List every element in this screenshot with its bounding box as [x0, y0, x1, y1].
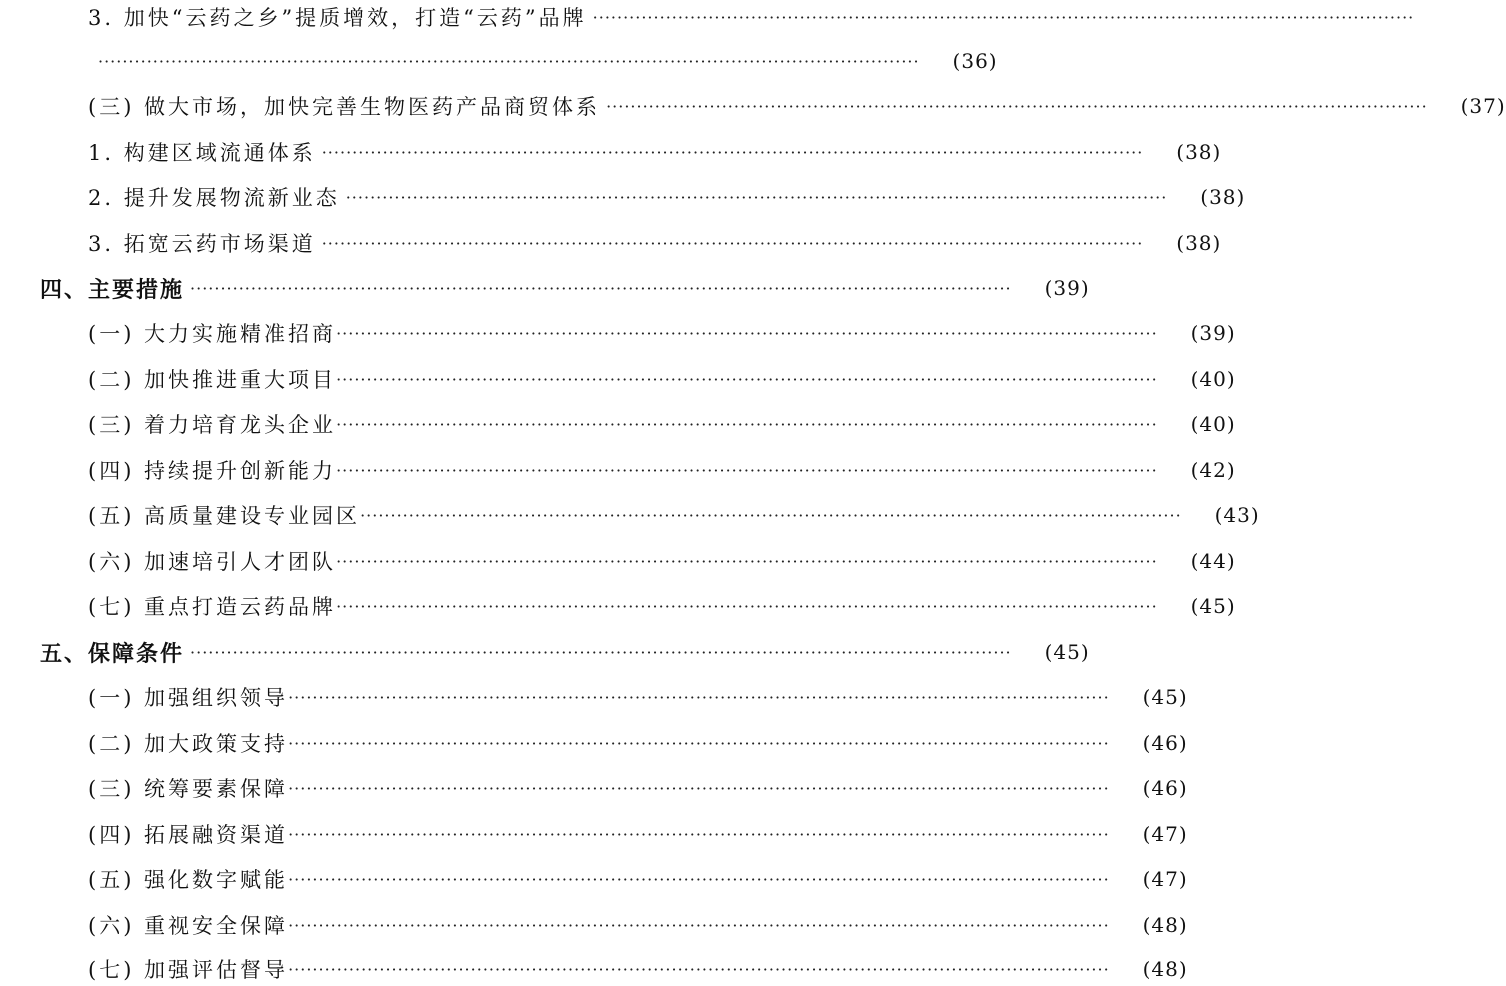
toc-entry-title: (三) 做大市场，加快完善生物医药产品商贸体系	[88, 95, 601, 119]
toc-leader-dots: ·······································································································································	[288, 915, 1110, 935]
toc-entry[interactable]	[0, 817, 1188, 851]
toc-entry-page: (39)	[1044, 276, 1090, 300]
toc-entry-title: (五) 高质量建设专业园区	[88, 504, 361, 528]
toc-leader-dots: ·······································································································································	[336, 369, 1158, 389]
toc-entry-title: (二) 加快推进重大项目	[88, 368, 337, 392]
toc-entry-page: (38)	[1176, 231, 1222, 255]
toc-entry-page: (47)	[1142, 822, 1188, 846]
toc-leader-dots: ·······································································································································	[336, 596, 1158, 616]
toc-entry-title: (七) 重点打造云药品牌	[88, 595, 337, 619]
toc-leader-dots: ·······································································································································	[606, 96, 1428, 116]
toc-leader-dots: ·······································································································································	[336, 460, 1158, 480]
toc-entry-page: (40)	[1190, 367, 1236, 391]
toc-entry-page: (47)	[1142, 867, 1188, 891]
toc-entry-page: (36)	[952, 49, 998, 73]
toc-entry-title: (四) 持续提升创新能力	[88, 459, 337, 483]
toc-entry[interactable]	[0, 589, 1236, 623]
toc-leader-dots: ·······································································································································	[336, 323, 1158, 343]
toc-entry-title: (七) 加强评估督导	[88, 958, 289, 982]
toc-entry-page: (46)	[1142, 731, 1188, 755]
toc-entry-title: (五) 强化数字赋能	[88, 868, 289, 892]
toc-entry-page: (38)	[1200, 185, 1246, 209]
toc-entry-chapter[interactable]	[0, 635, 1090, 669]
toc-entry-continuation[interactable]	[0, 44, 998, 78]
toc-entry-title: 3. 拓宽云药市场渠道	[88, 232, 316, 256]
toc-leader-dots: ·······································································································································	[288, 778, 1110, 798]
toc-entry-page: (45)	[1142, 685, 1188, 709]
toc-entry-page: (45)	[1190, 594, 1236, 618]
toc-leader-dots: ·······································································································································	[288, 687, 1110, 707]
toc-entry-title: (三) 统筹要素保障	[88, 777, 289, 801]
toc-entry-page: (42)	[1190, 458, 1236, 482]
toc-entry-title: (一) 大力实施精准招商	[88, 322, 337, 346]
toc-chapter-title: 五、保障条件	[40, 641, 185, 667]
toc-entry-title: 2. 提升发展物流新业态	[88, 186, 340, 210]
toc-entry[interactable]	[0, 226, 1222, 260]
toc-leader-dots: ·······································································································································	[98, 51, 920, 71]
toc-entry[interactable]	[0, 453, 1236, 487]
toc-entry-page: (48)	[1142, 957, 1188, 981]
toc-leader-dots: ·······································································································································	[345, 187, 1168, 207]
toc-entry-title: (六) 重视安全保障	[88, 914, 289, 938]
toc-entry[interactable]	[0, 89, 1506, 123]
toc-entry[interactable]	[0, 908, 1188, 942]
toc-entry[interactable]	[0, 862, 1188, 896]
toc-leader-dots: ·······································································································································	[336, 551, 1158, 571]
toc-entry[interactable]	[0, 316, 1236, 350]
toc-entry-page: (37)	[1460, 94, 1506, 118]
toc-leader-dots: ·······································································································································	[288, 824, 1110, 844]
toc-entry-page: (44)	[1190, 549, 1236, 573]
toc-entry[interactable]	[0, 0, 1415, 34]
toc-entry-page: (38)	[1176, 140, 1222, 164]
toc-leader-dots: ·······································································································································	[190, 278, 1012, 298]
toc-entry-title: (一) 加强组织领导	[88, 686, 289, 710]
toc-entry-page: (46)	[1142, 776, 1188, 800]
toc-entry-title: (六) 加速培引人才团队	[88, 550, 337, 574]
toc-entry[interactable]	[0, 180, 1246, 214]
toc-entry-page: (48)	[1142, 913, 1188, 937]
toc-entry[interactable]	[0, 952, 1188, 986]
toc-leader-dots: ·······································································································································	[288, 959, 1110, 979]
toc-entry-title: 3. 加快“云药之乡”提质增效，打造“云药”品牌	[88, 6, 587, 30]
toc-leader-dots: ·······································································································································	[288, 733, 1110, 753]
toc-entry-page: (43)	[1214, 503, 1260, 527]
toc-entry-title: 1. 构建区域流通体系	[88, 141, 316, 165]
toc-entry-page: (39)	[1190, 321, 1236, 345]
toc-leader-dots: ·······································································································································	[321, 233, 1144, 253]
toc-entry[interactable]	[0, 407, 1236, 441]
toc-leader-dots: ·······································································································································	[360, 505, 1182, 525]
toc-entry-title: (四) 拓展融资渠道	[88, 823, 289, 847]
toc-leader-dots: ·······································································································································	[321, 142, 1144, 162]
toc-leader-dots: ·······································································································································	[592, 7, 1415, 27]
toc-leader-dots: ·······································································································································	[190, 642, 1012, 662]
toc-chapter-title: 四、主要措施	[40, 277, 185, 303]
toc-entry-title: (二) 加大政策支持	[88, 732, 289, 756]
toc-entry-title: (三) 着力培育龙头企业	[88, 413, 337, 437]
toc-entry-page: (40)	[1190, 412, 1236, 436]
toc-entry[interactable]	[0, 771, 1188, 805]
toc-entry[interactable]	[0, 135, 1222, 169]
toc-entry[interactable]	[0, 680, 1188, 714]
toc-entry[interactable]	[0, 726, 1188, 760]
toc-leader-dots: ·······································································································································	[336, 414, 1158, 434]
toc-entry-page: (45)	[1044, 640, 1090, 664]
toc-entry-chapter[interactable]	[0, 271, 1090, 305]
toc-leader-dots: ·······································································································································	[288, 869, 1110, 889]
toc-entry[interactable]	[0, 362, 1236, 396]
toc-entry[interactable]	[0, 498, 1260, 532]
toc-entry[interactable]	[0, 544, 1236, 578]
